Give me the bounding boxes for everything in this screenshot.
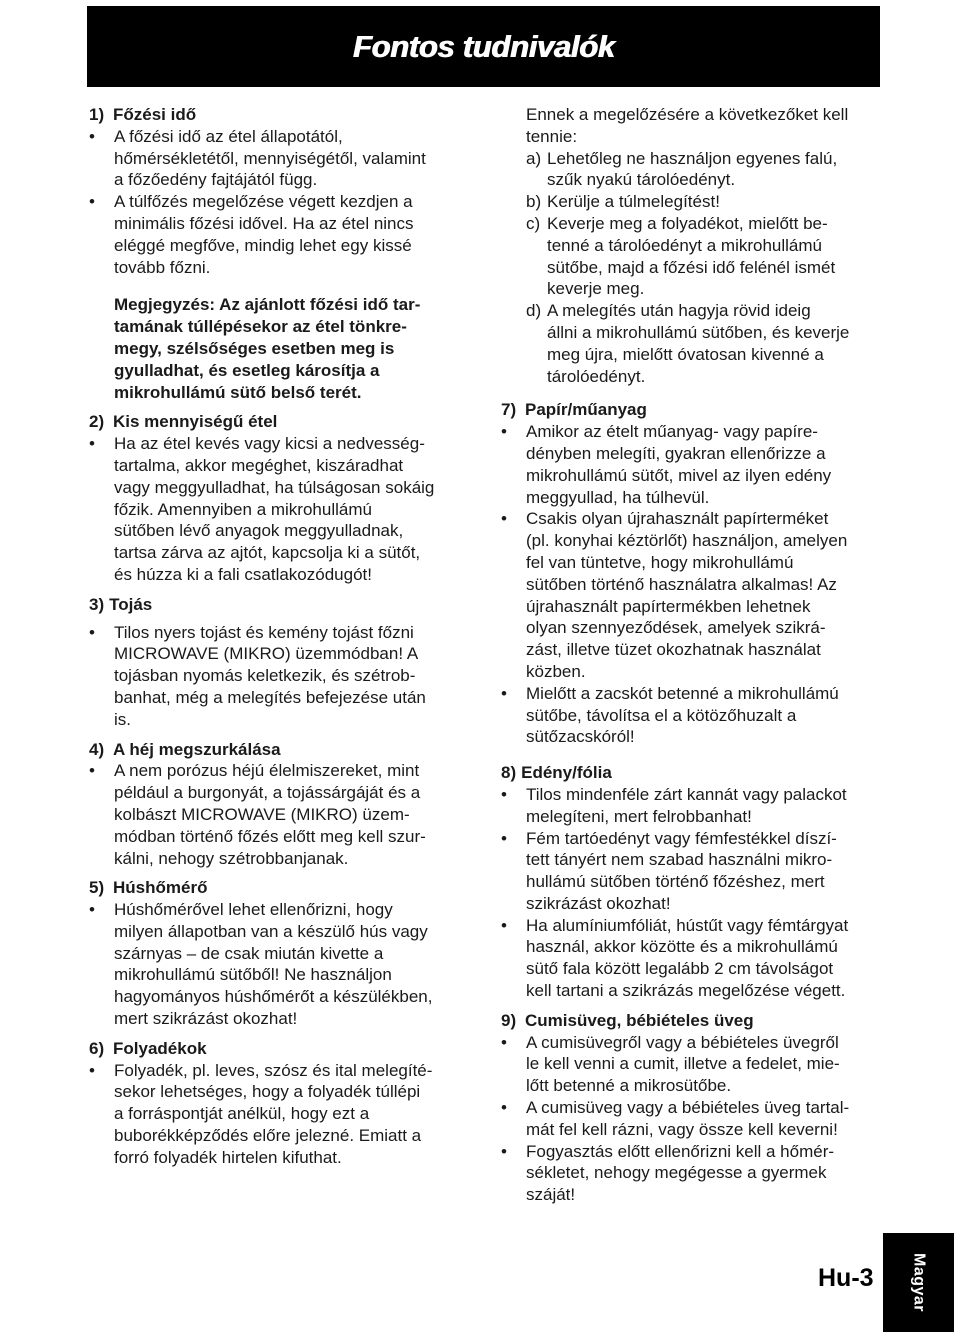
text-line: szikrázást okozhat!: [526, 893, 671, 913]
section-number: 6): [89, 1038, 105, 1058]
text-line: Tilos nyers tojást és kemény tojást főzni: [114, 622, 414, 642]
text-line: minimális főzési idővel. Ha az étel nincs: [114, 213, 414, 233]
bullet-item: [89, 899, 469, 1030]
section-number: 8): [501, 763, 517, 783]
section-title: Edény/fólia: [521, 763, 612, 783]
bullet-point: •: [501, 1032, 507, 1052]
bullet-item: [501, 1097, 879, 1141]
section-number: 9): [501, 1010, 517, 1030]
bullet-item: [501, 915, 879, 1002]
section-title: Húshőmérő: [113, 878, 208, 898]
bullet-point: •: [89, 192, 95, 212]
text-line: A túlfőzés megelőzése végett kezdjen a: [114, 192, 413, 212]
item-letter: b): [526, 192, 542, 212]
text-line: tartsa zárva az ajtót, kapcsolja ki a sütőt,: [114, 543, 421, 563]
text-line: buborékképződés előre jelezné. Emiatt a: [114, 1126, 422, 1146]
text-line: sütőben lévő anyagok meggyulladnak,: [114, 521, 404, 541]
text-line: A melegítés után hagyja rövid ideig: [547, 301, 811, 321]
bullet-point: •: [501, 1098, 507, 1118]
section-number: 5): [89, 878, 105, 898]
section: [89, 1038, 469, 1169]
bullet-item: [89, 1060, 469, 1169]
bullet-item: [89, 191, 469, 278]
warning-note: [89, 294, 469, 403]
bullet-point: •: [501, 1141, 507, 1161]
section: [89, 411, 469, 585]
section-heading: [501, 762, 879, 784]
page-number: Hu-3: [818, 1264, 874, 1292]
bullet-item: [501, 421, 879, 508]
section: [89, 739, 469, 870]
bullet-point: •: [501, 422, 507, 442]
text-line: hagyományos húshőmérőt a készülékben,: [114, 987, 433, 1007]
bullet-item: [501, 1032, 879, 1097]
text-line: száját!: [526, 1185, 576, 1205]
text-line: szárnyas – de csak miután kivette a: [114, 943, 384, 963]
section-number: 7): [501, 400, 517, 420]
text-line: milyen állapotban van a készülő hús vagy: [114, 921, 428, 941]
text-line: például a burgonyát, a tojássárgáját és a: [114, 783, 421, 803]
bullet-item: [89, 760, 469, 869]
text-line: A cumisüvegről vagy a bébiételes üvegről: [526, 1032, 839, 1052]
item-letter: c): [526, 213, 541, 233]
section-title: Cumisüveg, bébiételes üveg: [525, 1010, 754, 1030]
language-tab: [883, 1233, 954, 1332]
text-line: Ennek a megelőzésére a következőket kell: [526, 105, 849, 124]
bullet-item: [89, 126, 469, 191]
text-line: főzik. Amennyiben a mikrohullámú: [114, 499, 372, 519]
text-line: Húshőmérővel lehet ellenőrizni, hogy: [114, 900, 393, 920]
section: [89, 877, 469, 1030]
language-tab-label: Magyar: [910, 1252, 928, 1313]
bullet-point: •: [501, 784, 507, 804]
bullet-point: •: [501, 509, 507, 529]
text-line: MICROWAVE (MIKRO) üzemmódban! A: [114, 644, 419, 664]
text-line: hőmérsékletétől, mennyiségétől, valamint: [114, 148, 426, 168]
text-line: (pl. konyhai kéztörlőt) használjon, amelyen: [526, 531, 848, 551]
text-line: sütőbe, majd a főzési idő felénél ismét: [547, 257, 836, 277]
text-line: mikrohullámú sütő belső terét.: [114, 382, 362, 402]
bullet-item: [501, 508, 879, 682]
text-line: sütőben történő használatra alkalmas! Az: [526, 574, 837, 594]
page-title: Fontos tudnivalók: [352, 28, 615, 64]
text-line: Ha alumíniumfóliát, hústűt vagy fémtárgyat: [526, 915, 849, 935]
liquids-continued: [501, 104, 879, 387]
lettered-item: [501, 300, 879, 387]
section-title: Kis mennyiségű étel: [113, 412, 278, 432]
section: [89, 104, 469, 403]
section: [501, 1010, 879, 1206]
text-line: is.: [114, 709, 131, 729]
liquids-intro: [501, 104, 879, 148]
item-letter: d): [526, 301, 542, 321]
text-line: megy, szélsőséges esetben meg is: [114, 338, 395, 358]
text-line: sékletet, nehogy megégesse a gyermek: [526, 1163, 827, 1183]
item-letter: a): [526, 148, 542, 168]
text-line: A cumisüveg vagy a bébiételes üveg tartal-: [526, 1098, 850, 1118]
text-line: kell tartani a szikrázás megelőzése végett.: [526, 981, 846, 1001]
section-number: 1): [89, 105, 105, 124]
section-number: 3): [89, 594, 105, 614]
bullet-item: [501, 828, 879, 915]
section-title: Főzési idő: [113, 105, 197, 124]
text-line: Keverje meg a folyadékot, mielőtt be-: [547, 213, 828, 233]
text-line: A főzési idő az étel állapotától,: [114, 126, 343, 146]
section-title: Tojás: [109, 594, 153, 614]
left-column: [89, 104, 469, 1177]
bullet-point: •: [89, 434, 95, 454]
text-line: zást, illetve tüzet okozhatnak használat: [526, 640, 821, 660]
bullet-item: [89, 622, 469, 731]
section: [501, 762, 879, 1002]
text-line: mert szikrázást okozhat!: [114, 1009, 298, 1029]
text-line: sütő fala között legalább 2 cm távolságot: [526, 959, 834, 979]
section-title: Folyadékok: [113, 1038, 207, 1058]
text-line: a forráspontját anélkül, hogy ezt a: [114, 1104, 370, 1124]
text-line: a főzőedény fajtájától függ.: [114, 170, 318, 190]
text-line: A nem porózus héjú élelmiszereket, mint: [114, 761, 420, 781]
lettered-item: [501, 148, 879, 192]
section: [501, 399, 879, 748]
bullet-point: •: [501, 828, 507, 848]
text-line: Megjegyzés: Az ajánlott főzési idő tar-: [114, 295, 421, 315]
text-line: tárolóedényt.: [547, 366, 646, 386]
text-line: vagy meggyulladhat, ha túlságosan sokáig: [114, 477, 435, 497]
text-line: Folyadék, pl. leves, szósz és ital melegíté-: [114, 1060, 433, 1080]
text-line: Tilos mindenféle zárt kannát vagy palackot: [526, 784, 847, 804]
bullet-item: [501, 1141, 879, 1206]
text-line: újrahasznált papírtermékben lehetnek: [526, 596, 811, 616]
section-title: A héj megszurkálása: [113, 739, 281, 759]
text-line: tamának túllépésekor az étel tönkre-: [114, 317, 407, 337]
text-line: Mielőtt a zacskót betenné a mikrohullámú: [526, 683, 839, 703]
bullet-point: •: [501, 683, 507, 703]
text-line: közben.: [526, 661, 586, 681]
text-line: melegíteni, mert felrobbanhat!: [526, 806, 752, 826]
text-line: tartalma, akkor megéghet, kiszáradhat: [114, 455, 404, 475]
section: [89, 594, 469, 731]
text-line: dényben melegíti, gyakran ellenőrizze a: [526, 443, 826, 463]
section-heading: [501, 1010, 879, 1032]
text-line: Csakis olyan újrahasznált papírterméket: [526, 509, 829, 529]
right-column: [501, 104, 879, 1214]
bullet-item: [89, 433, 469, 586]
text-line: módban történő főzés előtt meg kell szur-: [114, 826, 426, 846]
text-line: tovább főzni.: [114, 257, 211, 277]
text-line: banhat, még a melegítés befejezése után: [114, 687, 426, 707]
section-heading: [89, 877, 469, 899]
section-heading: [89, 739, 469, 761]
text-line: mikrohullámú sütőből! Ne használjon: [114, 965, 392, 985]
text-line: meggyullad, ha túlhevül.: [526, 487, 710, 507]
text-line: fel van tüntetve, hogy mikrohullámú: [526, 552, 794, 572]
section-heading: [89, 1038, 469, 1060]
bullet-point: •: [89, 1060, 95, 1080]
text-line: mikrohullámú sütőt, mivel az ilyen edény: [526, 465, 832, 485]
section-heading: [89, 411, 469, 433]
text-line: mát fel kell rázni, vagy össze kell keverni!: [526, 1119, 838, 1139]
bullet-point: •: [501, 915, 507, 935]
text-line: szűk nyakú tárolóedényt.: [547, 170, 736, 190]
text-line: sütőbe, távolítsa el a kötözőhuzalt a: [526, 705, 797, 725]
text-line: állni a mikrohullámú sütőben, és keverje: [547, 322, 850, 342]
bullet-item: [501, 683, 879, 748]
text-line: olyan szennyeződések, amelyek szikrá-: [526, 618, 826, 638]
text-line: Ha az étel kevés vagy kicsi a nedvesség-: [114, 434, 425, 454]
text-line: meg újra, mielőtt óvatosan kivenné a: [547, 344, 824, 364]
lettered-item: [501, 213, 879, 300]
section-number: 2): [89, 412, 105, 432]
text-line: és húzza ki a fali csatlakozódugót!: [114, 564, 372, 584]
text-line: kolbászt MICROWAVE (MIKRO) üzem-: [114, 804, 410, 824]
text-line: keverje meg.: [547, 279, 645, 299]
section-heading: [89, 104, 469, 126]
text-line: le kell venni a cumit, illetve a fedelet, mie-: [526, 1054, 840, 1074]
text-line: sekor lehetséges, hogy a folyadék túllépi: [114, 1082, 421, 1102]
text-line: tenné a tárolóedényt a mikrohullámú: [547, 235, 822, 255]
section-heading: [501, 399, 879, 421]
section-title: Papír/műanyag: [525, 400, 647, 420]
text-line: Kerülje a túlmelegítést!: [547, 192, 720, 212]
section-heading: [89, 594, 469, 616]
text-line: lőtt betenné a mikrosütőbe.: [526, 1076, 732, 1096]
text-line: kálni, nehogy szétrobbanjanak.: [114, 848, 349, 868]
bullet-point: •: [89, 900, 95, 920]
lettered-item: [501, 191, 879, 213]
text-line: gyulladhat, és esetleg károsítja a: [114, 360, 380, 380]
section-number: 4): [89, 739, 105, 759]
text-line: forró folyadék hirtelen kifuthat.: [114, 1147, 342, 1167]
text-line: tett tányért nem szabad használni mikro-: [526, 850, 833, 870]
bullet-item: [501, 784, 879, 828]
text-line: tennie:: [526, 126, 578, 146]
bullet-point: •: [89, 761, 95, 781]
text-line: Fogyasztás előtt ellenőrizni kell a hőmér-: [526, 1141, 835, 1161]
bullet-point: •: [89, 622, 95, 642]
text-line: Amikor az ételt műanyag- vagy papíre-: [526, 422, 818, 442]
text-line: Lehetőleg ne használjon egyenes falú,: [547, 148, 838, 168]
title-bar: [87, 6, 880, 87]
text-line: eléggé megfőve, mindig lehet egy kissé: [114, 235, 412, 255]
text-line: tojásban nyomás keletkezik, és szétrob-: [114, 666, 416, 686]
bullet-point: •: [89, 126, 95, 146]
text-line: hullámú sütőben történő főzéshez, mert: [526, 872, 825, 892]
text-line: sütőzacskóról!: [526, 727, 635, 747]
text-line: Fém tartóedényt vagy fémfestékkel díszí-: [526, 828, 837, 848]
text-line: használ, akkor közötte és a mikrohullámú: [526, 937, 838, 957]
